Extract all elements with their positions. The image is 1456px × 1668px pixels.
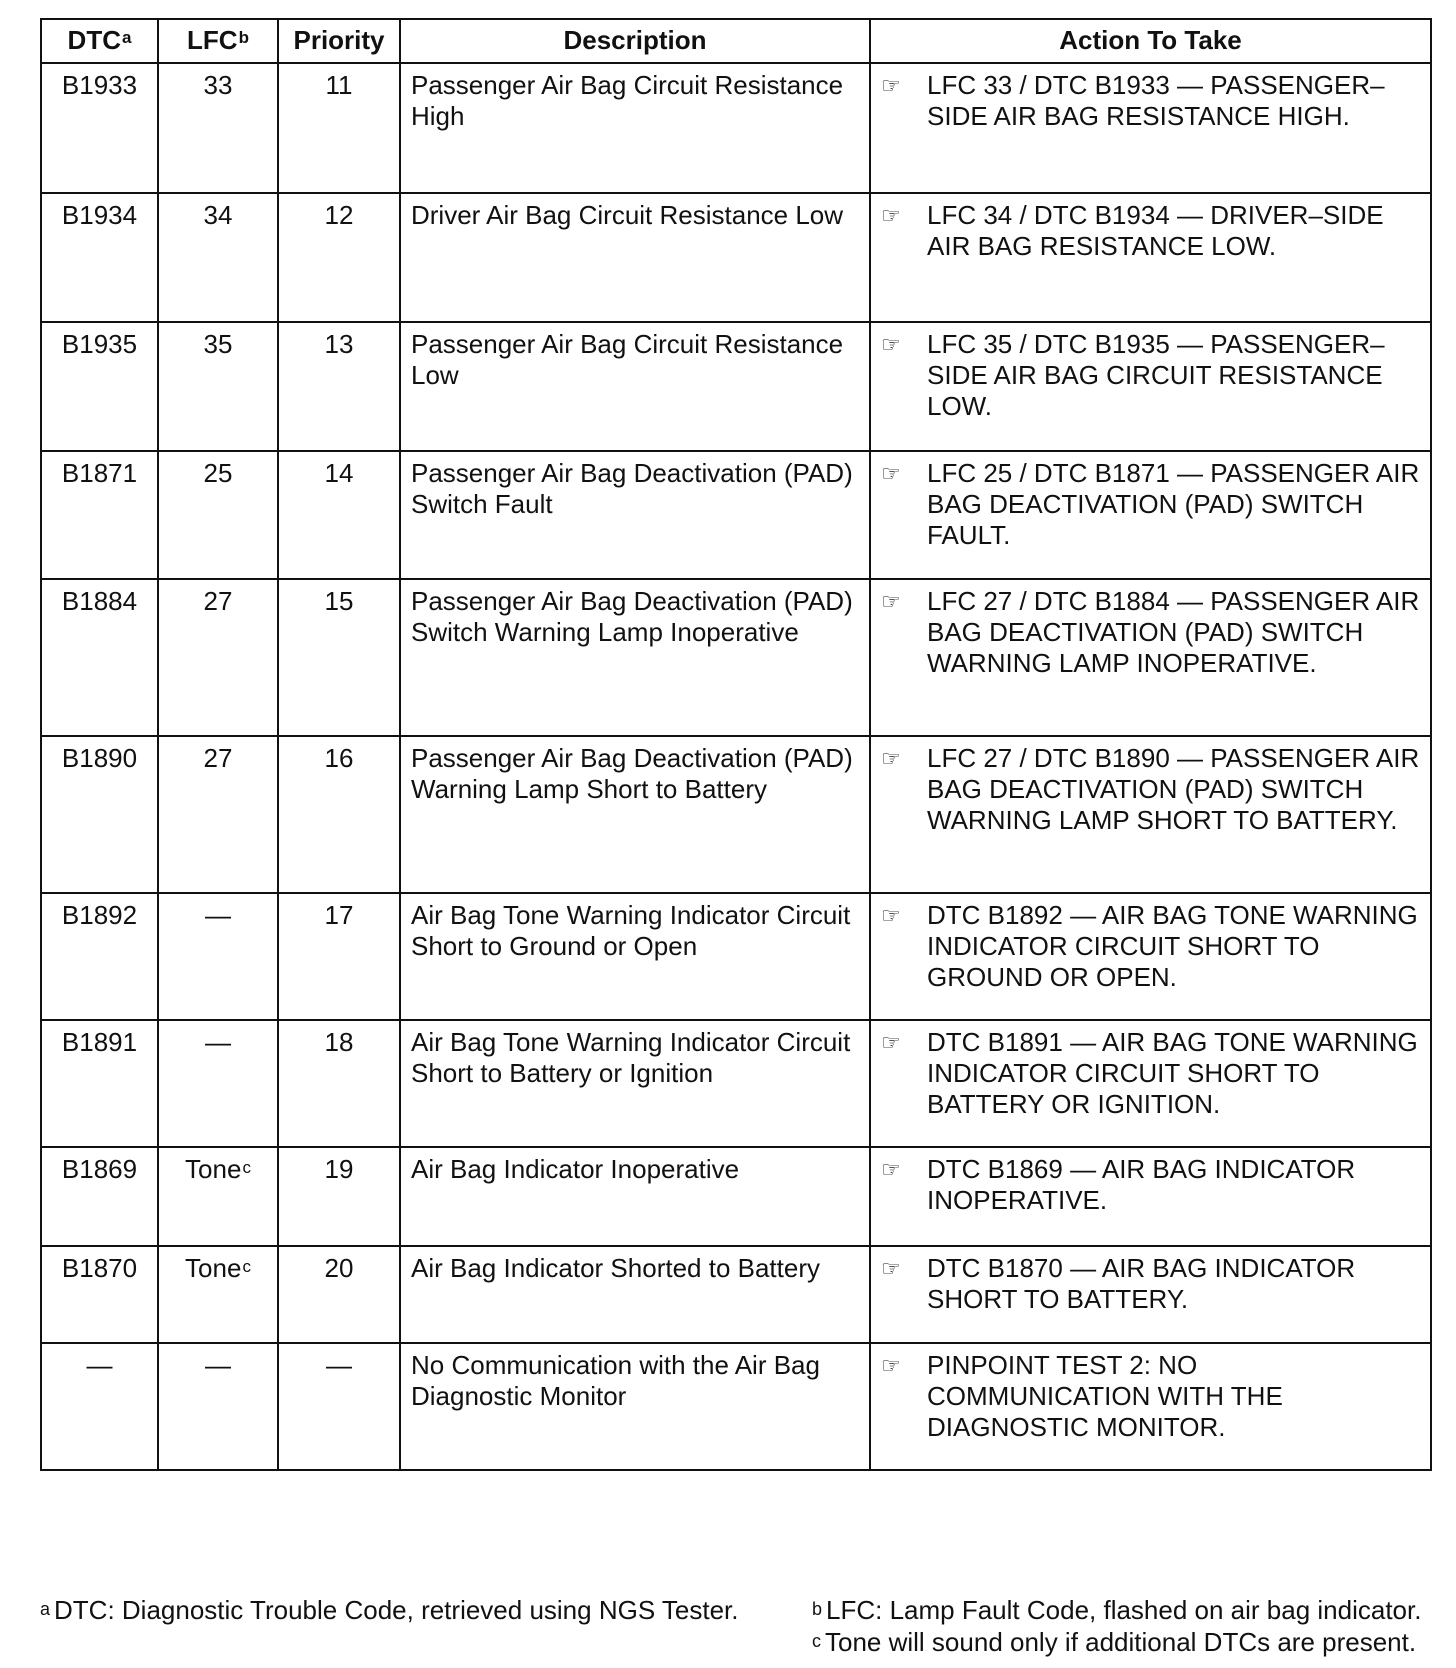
action-cell [870, 1246, 1431, 1343]
description-cell: Passenger Air Bag Circuit Resistance Low [400, 322, 870, 451]
action-cell [870, 1343, 1431, 1470]
action-text: LFC 27 / DTC B1890 — PASSENGER AIR BAG DEACTIVATION (PAD) SWITCH WARNING LAMP SHORT TO BATTERY. [927, 743, 1420, 835]
priority-cell: 13 [278, 322, 400, 451]
dtc-cell: B1933 [41, 63, 158, 193]
footnotes [40, 1594, 1430, 1664]
dtc-cell: B1892 [41, 893, 158, 1020]
lfc-cell: — [158, 893, 278, 1020]
footnote-b-c [812, 1594, 1452, 1658]
action-text: LFC 25 / DTC B1871 — PASSENGER AIR BAG DEACTIVATION (PAD) SWITCH FAULT. [927, 458, 1420, 550]
action-cell [870, 193, 1431, 322]
header-description: Description [400, 19, 870, 63]
action-cell [870, 322, 1431, 451]
description-cell: Air Bag Tone Warning Indicator Circuit Short to Battery or Ignition [400, 1020, 870, 1147]
lfc-cell: Tone$^c$ [158, 1147, 278, 1246]
action-cell [870, 1020, 1431, 1147]
header-row [41, 19, 1431, 63]
action-text: LFC 34 / DTC B1934 — DRIVER–SIDE AIR BAG RESISTANCE LOW. [927, 200, 1384, 261]
priority-cell: 18 [278, 1020, 400, 1147]
pointing-hand-icon: ☞ [881, 203, 901, 228]
pointing-hand-icon: ☞ [881, 589, 901, 614]
dtc-cell: B1870 [41, 1246, 158, 1343]
footnote-c: $^c$ Tone will sound only if additional DTCs are present. [812, 1627, 1417, 1657]
dtc-cell: B1871 [41, 451, 158, 579]
description-cell: Air Bag Indicator Shorted to Battery [400, 1246, 870, 1343]
action-cell [870, 893, 1431, 1020]
table-row [41, 322, 1431, 451]
table-row [41, 736, 1431, 893]
action-text: LFC 35 / DTC B1935 — PASSENGER–SIDE AIR BAG CIRCUIT RESISTANCE LOW. [927, 329, 1385, 421]
priority-cell: 15 [278, 579, 400, 736]
description-cell: Passenger Air Bag Deactivation (PAD) Switch Fault [400, 451, 870, 579]
header-dtc: DTC$^a$ [41, 19, 158, 63]
action-cell [870, 579, 1431, 736]
footnote-b: $^b$ LFC: Lamp Fault Code, flashed on air bag indicator. [812, 1595, 1422, 1625]
priority-cell: 11 [278, 63, 400, 193]
pointing-hand-icon: ☞ [881, 903, 901, 928]
lfc-cell: 35 [158, 322, 278, 451]
table-row [41, 1020, 1431, 1147]
action-text: LFC 33 / DTC B1933 — PASSENGER–SIDE AIR BAG RESISTANCE HIGH. [927, 70, 1385, 131]
pointing-hand-icon: ☞ [881, 1353, 901, 1378]
header-action: Action To Take [870, 19, 1431, 63]
header-lfc: LFC$^b$ [158, 19, 278, 63]
pointing-hand-icon: ☞ [881, 332, 901, 357]
lfc-cell: Tone$^c$ [158, 1246, 278, 1343]
table-row [41, 451, 1431, 579]
dtc-table [40, 18, 1432, 1471]
action-text: PINPOINT TEST 2: NO COMMUNICATION WITH THE DIAGNOSTIC MONITOR. [927, 1350, 1283, 1442]
lfc-cell: — [158, 1020, 278, 1147]
priority-cell: 16 [278, 736, 400, 893]
dtc-table-page [40, 18, 1430, 1471]
lfc-cell: 27 [158, 579, 278, 736]
lfc-cell: 34 [158, 193, 278, 322]
table-row [41, 1147, 1431, 1246]
description-cell: No Communication with the Air Bag Diagnostic Monitor [400, 1343, 870, 1470]
description-cell: Passenger Air Bag Circuit Resistance High [400, 63, 870, 193]
table-row [41, 893, 1431, 1020]
dtc-cell: B1884 [41, 579, 158, 736]
action-cell [870, 63, 1431, 193]
lfc-cell: — [158, 1343, 278, 1470]
action-text: DTC B1891 — AIR BAG TONE WARNING INDICATOR CIRCUIT SHORT TO BATTERY OR IGNITION. [927, 1027, 1418, 1119]
priority-cell: 19 [278, 1147, 400, 1246]
pointing-hand-icon: ☞ [881, 461, 901, 486]
priority-cell: 14 [278, 451, 400, 579]
priority-cell: 20 [278, 1246, 400, 1343]
dtc-cell: — [41, 1343, 158, 1470]
pointing-hand-icon: ☞ [881, 746, 901, 771]
table-row [41, 579, 1431, 736]
table-row [41, 193, 1431, 322]
dtc-cell: B1934 [41, 193, 158, 322]
description-cell: Driver Air Bag Circuit Resistance Low [400, 193, 870, 322]
dtc-cell: B1935 [41, 322, 158, 451]
action-text: DTC B1869 — AIR BAG INDICATOR INOPERATIVE. [927, 1154, 1356, 1215]
pointing-hand-icon: ☞ [881, 1030, 901, 1055]
action-text: DTC B1892 — AIR BAG TONE WARNING INDICATOR CIRCUIT SHORT TO GROUND OR OPEN. [927, 900, 1418, 992]
priority-cell: 17 [278, 893, 400, 1020]
pointing-hand-icon: ☞ [881, 1256, 901, 1281]
action-cell [870, 451, 1431, 579]
table-row [41, 1246, 1431, 1343]
description-cell: Air Bag Indicator Inoperative [400, 1147, 870, 1246]
action-text: DTC B1870 — AIR BAG INDICATOR SHORT TO BATTERY. [927, 1253, 1356, 1314]
action-cell [870, 736, 1431, 893]
pointing-hand-icon: ☞ [881, 1157, 901, 1182]
footnote-a: $^a$ DTC: Diagnostic Trouble Code, retrieved using NGS Tester. [40, 1595, 739, 1625]
dtc-cell: B1890 [41, 736, 158, 893]
lfc-cell: 25 [158, 451, 278, 579]
description-cell: Passenger Air Bag Deactivation (PAD) Switch Warning Lamp Inoperative [400, 579, 870, 736]
header-priority: Priority [278, 19, 400, 63]
lfc-cell: 27 [158, 736, 278, 893]
table-row [41, 63, 1431, 193]
priority-cell: — [278, 1343, 400, 1470]
priority-cell: 12 [278, 193, 400, 322]
table-row [41, 1343, 1431, 1470]
action-text: LFC 27 / DTC B1884 — PASSENGER AIR BAG DEACTIVATION (PAD) SWITCH WARNING LAMP INOPERATIVE. [927, 586, 1420, 678]
dtc-cell: B1891 [41, 1020, 158, 1147]
pointing-hand-icon: ☞ [881, 73, 901, 98]
lfc-cell: 33 [158, 63, 278, 193]
description-cell: Air Bag Tone Warning Indicator Circuit Short to Ground or Open [400, 893, 870, 1020]
action-cell [870, 1147, 1431, 1246]
dtc-cell: B1869 [41, 1147, 158, 1246]
description-cell: Passenger Air Bag Deactivation (PAD) Warning Lamp Short to Battery [400, 736, 870, 893]
